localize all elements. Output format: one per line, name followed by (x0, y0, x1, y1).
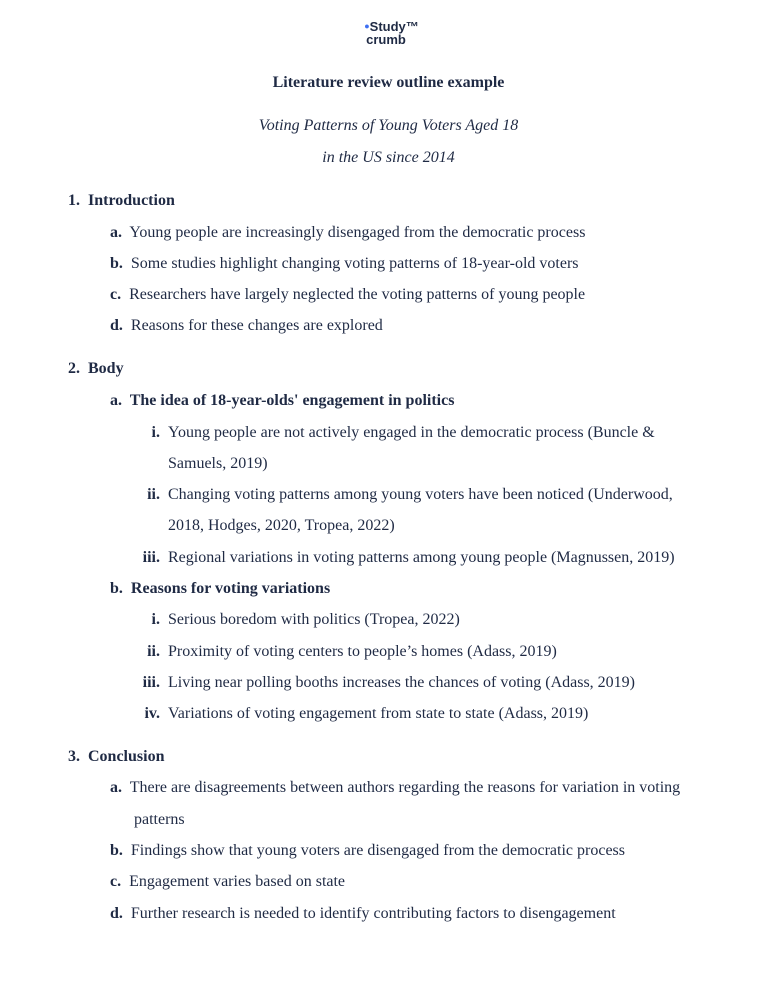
subsection-heading (110, 392, 454, 410)
list-item (110, 905, 616, 923)
section-title: Body (88, 360, 124, 377)
item-text-line-1: Living near polling booths increases the chances of voting (Adass, 2019) (168, 674, 635, 691)
item-text-line-2: Samuels, 2019) (168, 455, 268, 472)
item-text-line-1: There are disagreements between authors regarding the reasons for variation in voting (129, 779, 681, 796)
item-marker: iv. (144, 705, 160, 722)
item-text: Researchers have largely neglected the voting patterns of young people (129, 286, 586, 303)
item-marker: i. (151, 611, 160, 628)
item-text: Reasons for these changes are explored (130, 317, 383, 334)
item-text-line-2: patterns (134, 811, 185, 828)
item-text: Some studies highlight changing voting patterns of 18-year-old voters (130, 255, 579, 272)
logo-dot-icon: ● (364, 21, 370, 31)
item-marker: a. (110, 224, 122, 241)
subsection-title: The idea of 18-year-olds' engagement in politics (129, 392, 455, 409)
item-text: Young people are increasingly disengaged from the democratic process (129, 224, 586, 241)
document-subtitle-line-1: Voting Patterns of Young Voters Aged 18 (258, 117, 519, 134)
section-title: Conclusion (88, 748, 165, 765)
section-1-heading (68, 192, 175, 210)
document-title: Literature review outline example (272, 74, 505, 91)
item-marker: a. (110, 392, 122, 409)
list-item (110, 224, 585, 242)
studycrumb-logo (0, 20, 777, 46)
list-item (110, 873, 345, 891)
item-text-line-1: Changing voting patterns among young voters have been noticed (Underwood, (168, 486, 673, 503)
item-text-line-1: Findings show that young voters are disengaged from the democratic process (130, 842, 626, 859)
item-text-line-1: Further research is needed to identify contributing factors to disengagement (130, 905, 616, 922)
logo-line-2: crumb (366, 32, 406, 47)
item-marker: i. (151, 424, 160, 441)
item-marker: iii. (142, 549, 160, 566)
item-text-line-1: Variations of voting engagement from state to state (Adass, 2019) (168, 705, 589, 722)
item-text-line-1: Proximity of voting centers to people’s homes (Adass, 2019) (168, 643, 557, 660)
item-text-line-1: Engagement varies based on state (129, 873, 346, 890)
section-title: Introduction (88, 192, 175, 209)
item-marker: b. (110, 580, 123, 597)
section-number: 2. (68, 360, 80, 377)
item-text-line-1: Serious boredom with politics (Tropea, 2022) (168, 611, 460, 628)
section-number: 1. (68, 192, 80, 209)
item-text-line-2: 2018, Hodges, 2020, Tropea, 2022) (168, 517, 395, 534)
list-item (110, 286, 585, 304)
section-3-heading (68, 748, 164, 766)
item-marker: d. (110, 905, 123, 922)
item-marker: ii. (147, 486, 160, 503)
item-marker: c. (110, 873, 122, 890)
item-marker: b. (110, 842, 123, 859)
subsection-heading (110, 580, 330, 598)
item-marker: ii. (147, 643, 160, 660)
subsection-title: Reasons for voting variations (130, 580, 331, 597)
list-item (110, 255, 579, 273)
section-2-heading (68, 360, 124, 378)
item-marker: a. (110, 779, 122, 796)
item-marker: iii. (142, 674, 160, 691)
item-marker: c. (110, 286, 122, 303)
section-number: 3. (68, 748, 80, 765)
list-item (110, 317, 383, 335)
list-item (110, 842, 625, 860)
logo-line-1: Study™ (369, 19, 419, 34)
document-subtitle-line-2: in the US since 2014 (322, 149, 455, 166)
list-item (110, 779, 680, 797)
item-text-line-1: Regional variations in voting patterns among young people (Magnussen, 2019) (168, 549, 675, 566)
item-marker: d. (110, 317, 123, 334)
item-marker: b. (110, 255, 123, 272)
item-text-line-1: Young people are not actively engaged in the democratic process (Buncle & (168, 424, 655, 441)
